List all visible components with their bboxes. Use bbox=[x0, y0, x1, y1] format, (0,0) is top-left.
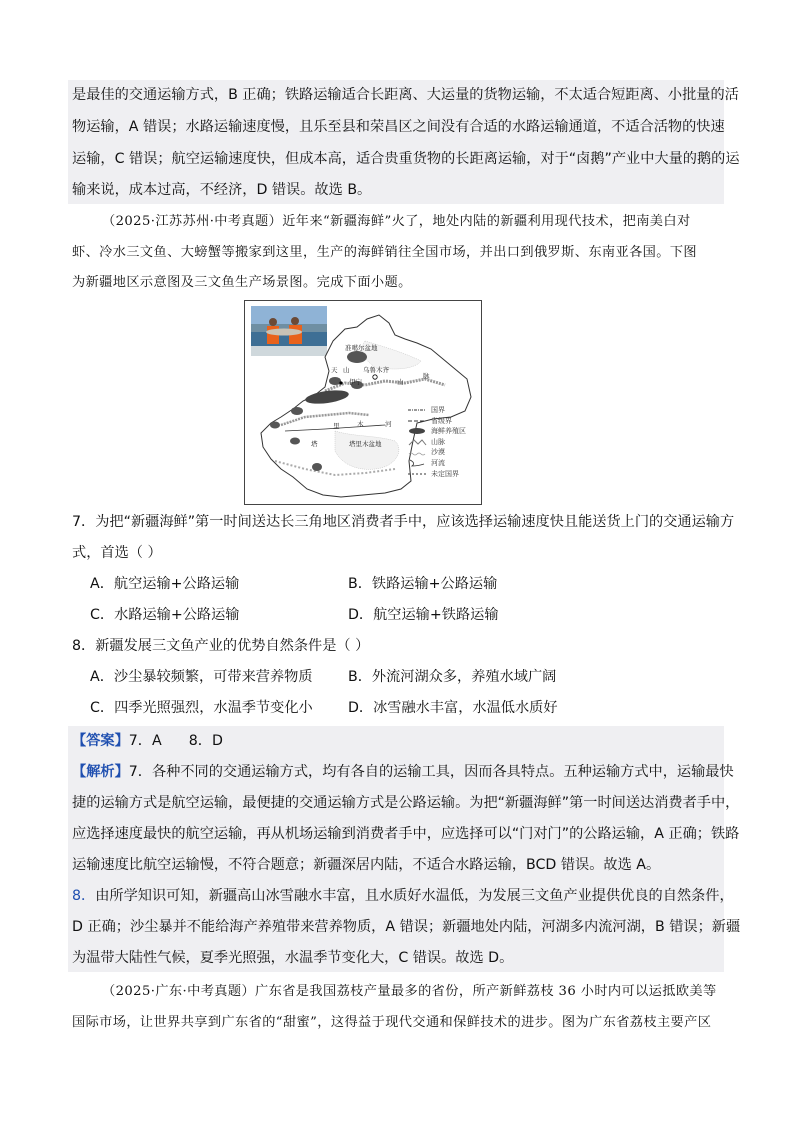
label-mai: 脉 bbox=[423, 372, 430, 380]
q8-stem: 8．新疆发展三文鱼产业的优势自然条件是（ ） bbox=[72, 638, 370, 654]
analysis-q8-num: 8． bbox=[72, 888, 96, 904]
q8-option-b[interactable]: B．外流河湖众多，养殖水域广阔 bbox=[348, 669, 557, 685]
legend-seafood-area: 海鲜养殖区 bbox=[406, 426, 466, 437]
label-li: 里 bbox=[333, 422, 340, 430]
q7-option-a[interactable]: A．航空运输+公路运输 bbox=[90, 576, 240, 592]
q7-option-b[interactable]: B．铁路运输+公路运输 bbox=[348, 576, 498, 592]
label-he: 河 bbox=[385, 420, 392, 428]
q8-option-c[interactable]: C．四季光照强烈，水温季节变化小 bbox=[90, 700, 313, 716]
answer-text: 7．A 8．D bbox=[128, 733, 223, 749]
legend-provincial-border: 省级界 bbox=[431, 416, 452, 425]
analysis-line: 运输速度比航空运输慢，不符合题意；新疆深居内陆，不适合水路运输，BCD 错误。故选 A。 bbox=[72, 857, 661, 873]
q7-option-d[interactable]: D．航空运输+铁路运输 bbox=[348, 607, 499, 623]
next-intro-line: （2025·广东·中考真题）广东省是我国荔枝产量最多的省份，所产新鲜荔枝 36 小时内可以运抵欧美等 bbox=[102, 984, 717, 999]
answer-line bbox=[72, 731, 223, 751]
label-tarim-basin: 塔里木盆地 bbox=[349, 440, 382, 448]
prev-analysis-line: 运输，C 错误；航空运输速度快，但成本高，适合贵重货物的长距离运输，对于“卤鹅”产业中大量的鹅的运 bbox=[72, 151, 740, 167]
prev-analysis-line: 物运输，A 错误；水路运输速度慢，且乐至县和荣昌区之间没有合适的水路运输通道，不适合活物的快速 bbox=[72, 119, 725, 135]
legend-desert: 沙漠 bbox=[406, 447, 466, 458]
analysis-line: 应选择速度最快的航空运输，再从机场运输到消费者手中，应选择可以“门对门”的公路运输，A 正确；铁路 bbox=[72, 826, 740, 842]
analysis-line: 捷的运输方式是航空运输，最便捷的交通运输方式是公路运输。为把“新疆海鲜”第一时间送达消费者手中， bbox=[72, 795, 740, 811]
prev-analysis-line: 输来说，成本过高，不经济，D 错误。故选 B。 bbox=[72, 182, 372, 198]
intro-line: 为新疆地区示意图及三文鱼生产场景图。完成下面小题。 bbox=[72, 275, 412, 290]
q7-stem: 7．为把“新疆海鲜”第一时间送达长三角地区消费者手中，应该选择运输速度快且能送货上门的交通运输方 bbox=[72, 514, 735, 530]
legend-mountain: 山脉 bbox=[406, 437, 466, 448]
next-intro-line: 国际市场，让世界共享到广东省的“甜蜜”，这得益于现代交通和保鲜技术的进步。图为广东省荔枝主要产区 bbox=[72, 1015, 712, 1030]
answer-tag: 【答案】 bbox=[72, 733, 129, 749]
analysis-q8-line bbox=[72, 886, 734, 906]
label-shan: 山 bbox=[343, 366, 350, 374]
q8-option-d[interactable]: D．冰雪融水丰富，水温低水质好 bbox=[348, 700, 558, 716]
label-junggar-basin: 准噶尔盆地 bbox=[345, 344, 378, 352]
q7-stem-cont: 式，首选（ ） bbox=[72, 545, 162, 561]
analysis-line: 为温带大陆性气候，夏季光照强，水温季节变化大，C 错误。故选 D。 bbox=[72, 950, 514, 966]
intro-line: 虾、冷水三文鱼、大螃蟹等搬家到这里，生产的海鲜销往全国市场，并出口到俄罗斯、东南亚各国。下图 bbox=[72, 245, 698, 260]
analysis-tag: 【解析】 bbox=[72, 764, 129, 780]
label-urumqi: 乌鲁木齐 bbox=[363, 366, 389, 374]
legend-undetermined-border: 未定国界 bbox=[431, 469, 459, 478]
legend-national-border: 国界 bbox=[431, 406, 445, 414]
analysis-q8-text: 由所学知识可知，新疆高山冰雪融水丰富，且水质好水温低，为发展三文鱼产业提供优良的自然条件， bbox=[95, 888, 734, 904]
q8-option-a[interactable]: A．沙尘暴较频繁，可带来营养物质 bbox=[90, 669, 313, 685]
analysis-line: D 正确；沙尘暴并不能给海产养殖带来营养物质，A 错误；新疆地处内陆，河湖多内流河湖，B 错误；新疆 bbox=[72, 919, 741, 935]
label-mountain-shan: 山 bbox=[397, 378, 404, 386]
intro-line: （2025·江苏苏州·中考真题）近年来“新疆海鲜”火了，地处内陆的新疆利用现代技术，把南美白对 bbox=[102, 214, 691, 229]
q7-option-c[interactable]: C．水路运输+公路运输 bbox=[90, 607, 240, 623]
label-yining: 伊宁 bbox=[349, 378, 362, 386]
analysis-text: 7．各种不同的交通运输方式，均有各自的运输工具，因而各具特点。五种运输方式中，运输最快 bbox=[128, 764, 734, 780]
legend-river: 河流 bbox=[406, 458, 466, 469]
prev-analysis-line: 是最佳的交通运输方式，B 正确；铁路运输适合长距离、大运量的货物运输，不太适合短距离、小批量的活 bbox=[72, 87, 739, 103]
label-mu: 木 bbox=[357, 420, 364, 428]
map-legend bbox=[406, 405, 466, 479]
label-tian: 天 bbox=[331, 366, 338, 374]
label-ta: 塔 bbox=[311, 440, 318, 448]
analysis-line bbox=[72, 762, 734, 782]
